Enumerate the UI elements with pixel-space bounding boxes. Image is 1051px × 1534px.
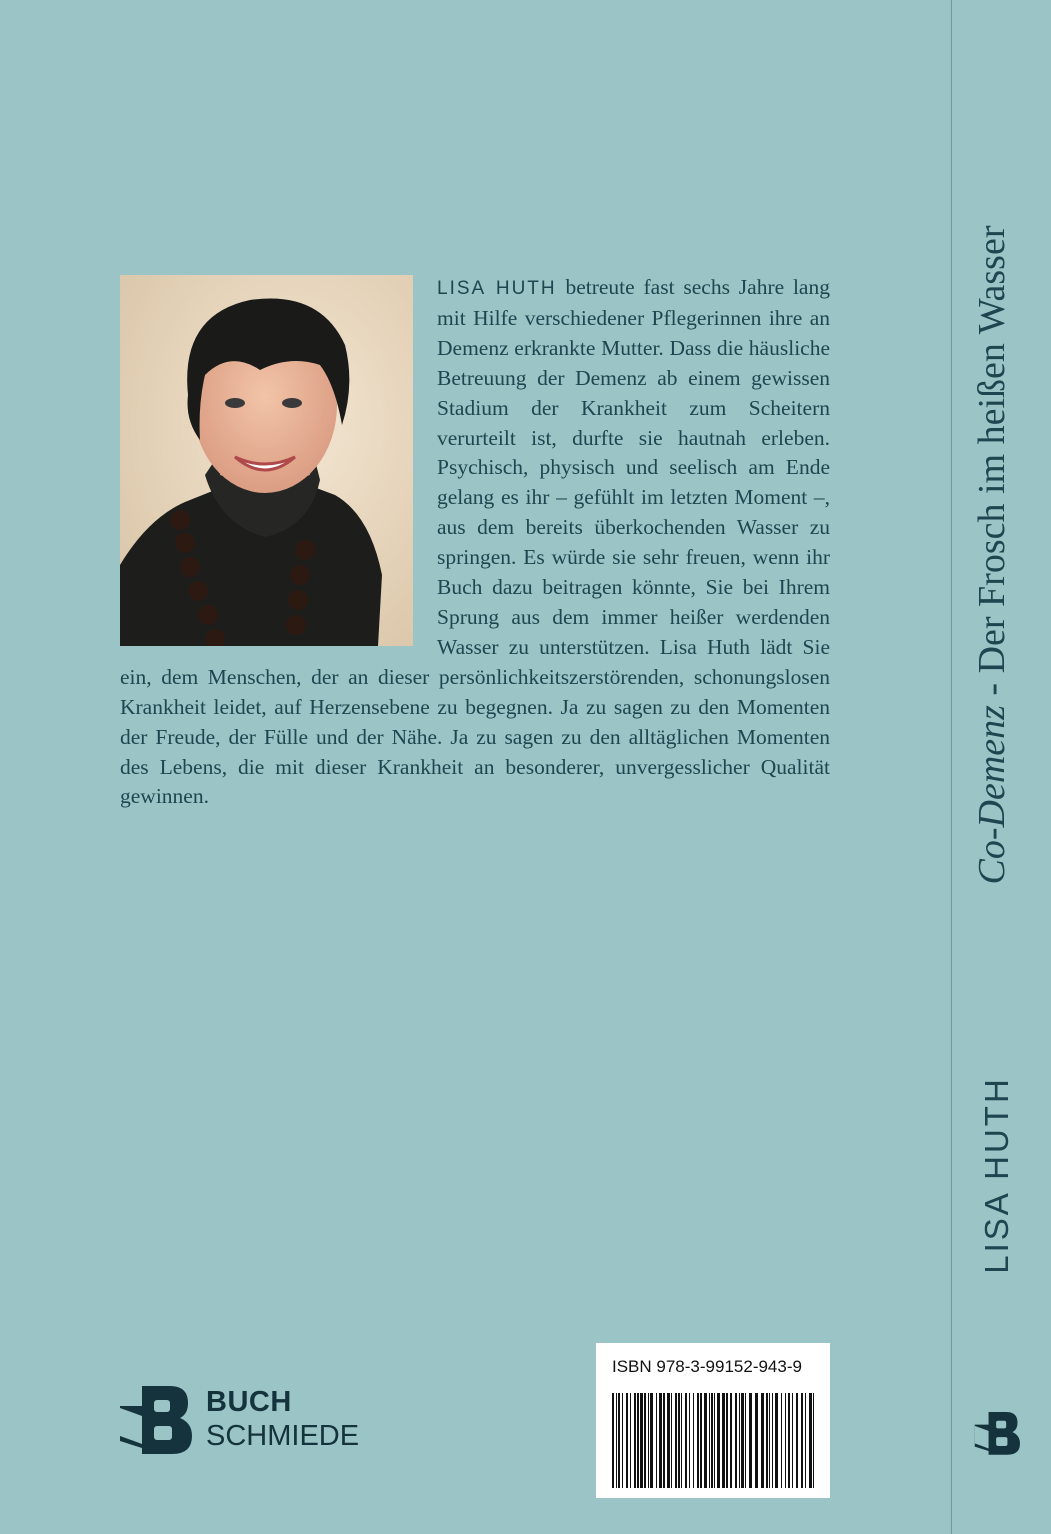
author-bio (120, 273, 830, 812)
spine-fold-line (951, 0, 952, 1534)
spine-title (962, 140, 1022, 970)
bio-text: betreute fast sechs Jahre lang mit Hilfe verschiedener Pflegerinnen ihre an Demenz erkrankte Mutter. Dass die häusliche Betreuung der Demenz ab einem gewissen Stadium der Krankheit zum Scheitern verurteilt ist, durfte sie hautnah erleben. Psychisch, physisch und seelisch am Ende gelang es ihr – gefühlt im letzten Moment –, aus dem bereits überkochenden Wasser zu springen. Es würde sie sehr freuen, wenn ihr Buch dazu beitragen könnte, Sie bei Ihrem Sprung aus dem immer heißer werdenden Wasser zu unterstützen. Lisa Huth lädt Sie ein, dem Menschen, der an dieser persönlichkeitszerstörenden, schonungslosen Krankheit leidet, auf Herzensebene zu begegnen. Ja zu sagen zu den Momenten der Freude, der Fülle und der Nähe. Ja zu sagen zu den alltäglichen Momenten des Lebens, die mit dieser Krankheit an besonderer, unvergesslicher Qualität gewinnen. (120, 275, 830, 809)
photo-text-wrap-spacer (120, 273, 437, 645)
publisher-name-line2: SCHMIEDE (206, 1420, 360, 1452)
publisher-logo (120, 1386, 400, 1456)
buchschmiede-logo-icon (120, 1386, 194, 1456)
barcode-bars (596, 1343, 830, 1498)
spine-title-italic: Co-Demenz (971, 705, 1013, 885)
isbn-number: ISBN 978-3-99152-943-9 (612, 1357, 802, 1376)
spine-publisher-icon (972, 1412, 1024, 1456)
bio-author-name: LISA HUTH (437, 278, 557, 299)
spine-author (972, 1055, 1022, 1295)
spine-title-rest: - Der Frosch im heißen Wasser (971, 225, 1013, 706)
isbn-barcode (596, 1343, 830, 1498)
spine-author-name: LISA HUTH (978, 1076, 1015, 1274)
publisher-name-line1: BUCH (206, 1386, 292, 1418)
